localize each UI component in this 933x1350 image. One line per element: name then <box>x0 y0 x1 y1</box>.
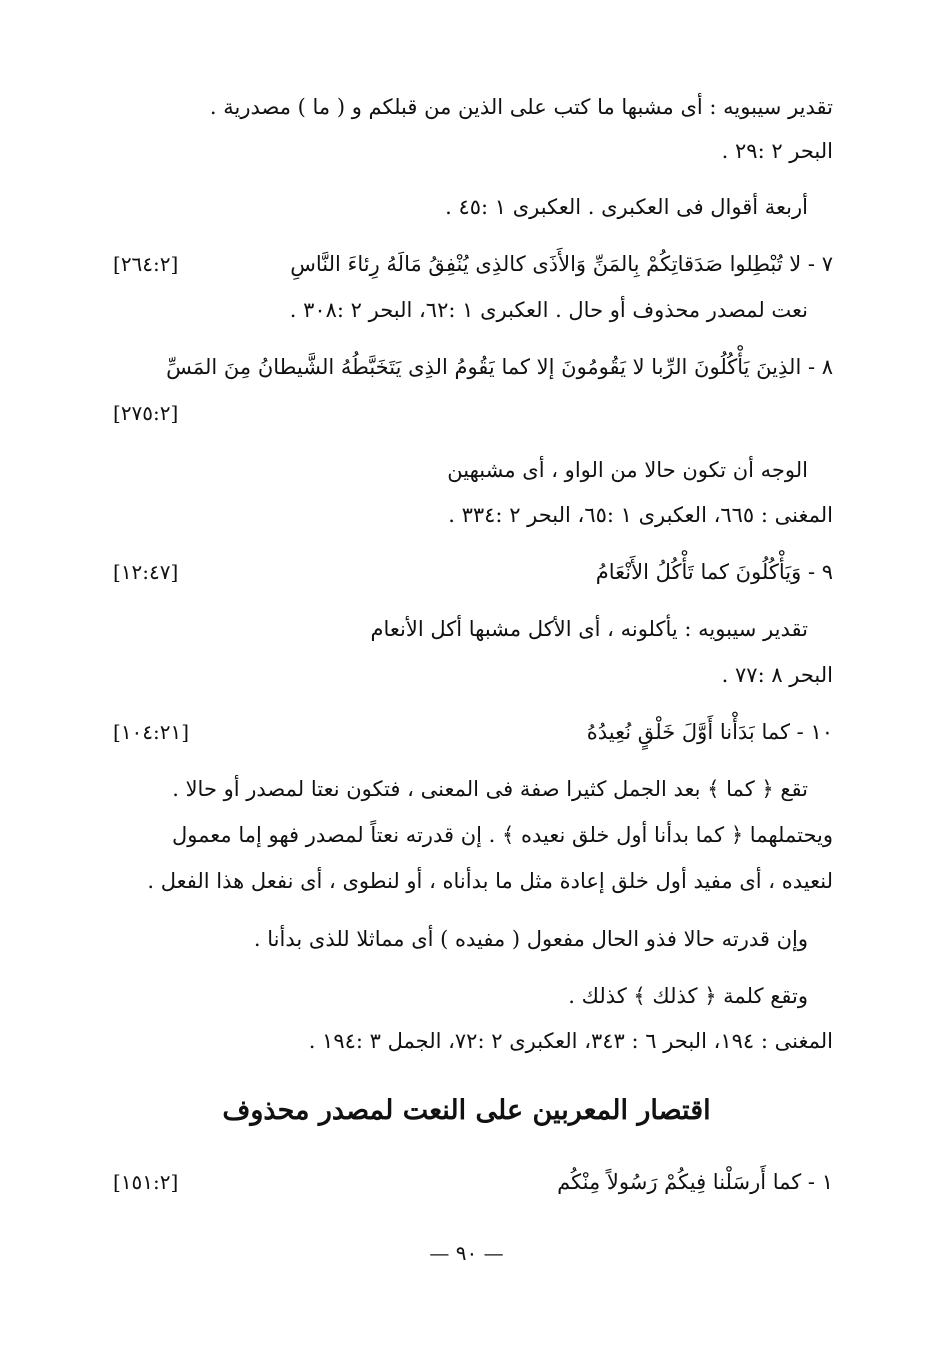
text-line: تقع ﴿ كما ﴾ بعد الجمل كثيرا صفة فى المعنى ، فتكون نعتا لمصدر أو حالا . <box>172 777 808 801</box>
citation-line: المغنى : ١٩٤، البحر ٦ : ٣٤٣، العكبرى ٢ :٧٢، الجمل ٣ :١٩٤ . <box>308 1029 833 1053</box>
text-line: أربعة أقوال فى العكبرى . العكبرى ١ :٤٥ . <box>445 195 808 219</box>
verse-reference: [١٢:٤٧] <box>113 560 179 584</box>
verse-line: ٧ - لا تُبْطِلوا صَدَقاتِكُمْ بِالمَنِّ وَالأَذَى كالذِى يُنْفِقُ مَالَهُ رِئاءَ النَّاسِ <box>290 252 833 276</box>
page-number: — ٩٠ — <box>429 1241 504 1265</box>
verse-reference: [٢٦٤:٢] <box>113 252 179 276</box>
citation-line: البحر ٢ :٢٩ . <box>721 139 833 163</box>
verse-reference: [١٠٤:٢١] <box>113 720 190 744</box>
text-line: وتقع كلمة ﴿ كذلك ﴾ كذلك . <box>568 984 808 1008</box>
text-line: تقدير سيبويه : أى مشبها ما كتب على الذين من قبلكم و ( ما ) مصدرية . <box>209 95 833 119</box>
citation-line: نعت لمصدر محذوف أو حال . العكبرى ١ :٦٢، البحر ٢ :٣٠٨ . <box>289 298 808 322</box>
text-line: ويحتملهما ﴿ كما بدأنا أول خلق نعيده ﴾ . إن قدرته نعتاً لمصدر فهو إما معمول <box>172 823 833 847</box>
verse-reference: [٢٧٥:٢] <box>113 401 179 425</box>
verse-line: ١٠ - كما بَدَأْنا أَوَّلَ خَلْقٍ نُعِيدُهُ <box>586 720 833 744</box>
verse-line: ٨ - الذِينَ يَأْكُلُونَ الرِّبا لا يَقُومُونَ إلا كما يَقُومُ الذِى يَتَخَبَّطُهُ الشَّيطانُ مِنَ المَسِّ <box>166 355 833 379</box>
verse-reference: [١٥١:٢] <box>113 1170 179 1194</box>
verse-line: ٩ - وَيَأْكُلُونَ كما تَأْكُلُ الأَنْعَامُ <box>595 560 833 584</box>
text-line: وإن قدرته حالا فذو الحال مفعول ( مفيده ) أى مماثلا للذى بدأنا . <box>253 927 808 951</box>
text-line: تقدير سيبويه : يأكلونه ، أى الأكل مشبها أكل الأنعام <box>370 617 808 641</box>
text-line: الوجه أن تكون حالا من الواو ، أى مشبهين <box>447 458 808 482</box>
verse-line: ١ - كما أَرسَلْنا فِيكُمْ رَسُولاً مِنْكُم <box>557 1170 833 1194</box>
text-line: لنعيده ، أى مفيد أول خلق إعادة مثل ما بدأناه ، أو لنطوى ، أى نفعل هذا الفعل . <box>147 869 833 893</box>
section-heading: اقتصار المعربين على النعت لمصدر محذوف <box>222 1095 711 1126</box>
citation-line: المغنى : ٦٦٥، العكبرى ١ :٦٥، البحر ٢ :٣٣٤ . <box>448 503 833 527</box>
citation-line: البحر ٨ :٧٧ . <box>721 663 833 687</box>
